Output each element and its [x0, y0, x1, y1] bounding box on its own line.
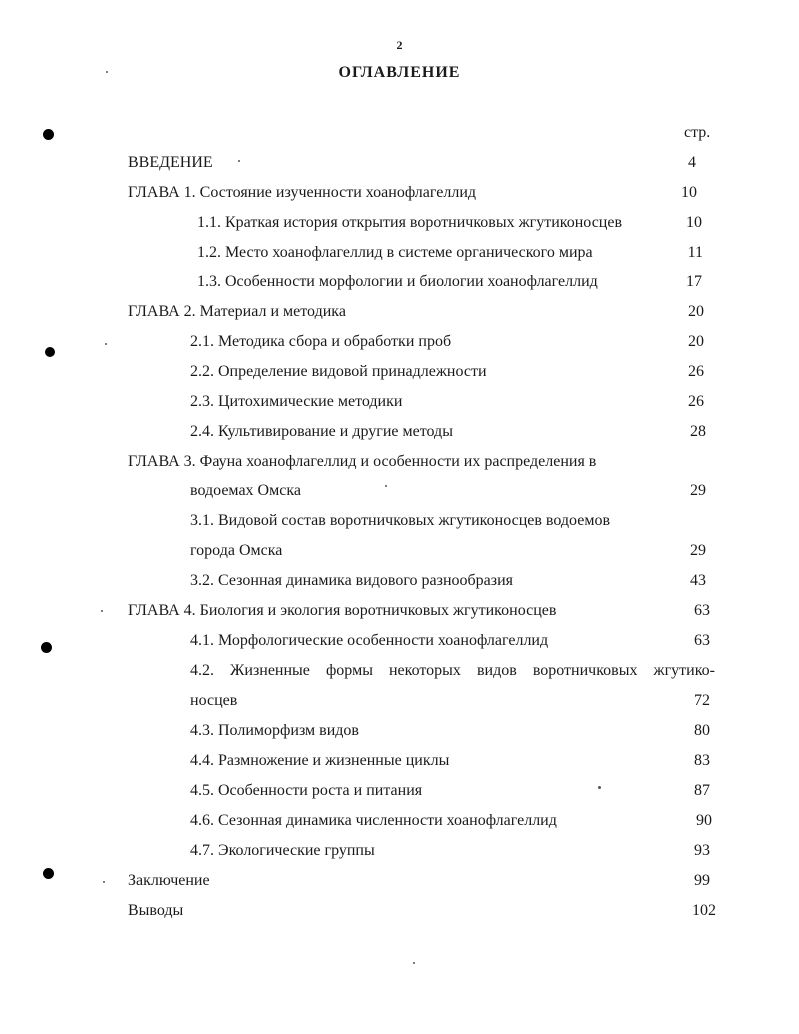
toc-entry-page: 26: [688, 393, 704, 410]
toc-entry-title: 4.3. Полиморфизм видов: [190, 722, 359, 739]
binder-hole-mark: [41, 642, 52, 653]
toc-entry-title: Выводы: [128, 902, 184, 919]
toc-entry-page: 28: [690, 423, 706, 440]
toc-entry-page: 26: [688, 363, 704, 380]
toc-entry-title: ГЛАВА 1. Состояние изученности хоанофлагеллид: [128, 184, 477, 201]
toc-entry-title: ВВЕДЕНИЕ: [128, 154, 213, 171]
toc-entry-title: 4.6. Сезонная динамика численности хоанофлагеллид: [190, 812, 557, 829]
toc-entry-page: 99: [694, 872, 710, 889]
toc-entry-page: 11: [687, 244, 703, 261]
scan-speck: [106, 71, 108, 73]
toc-entry-title: города Омска: [190, 542, 283, 559]
toc-entry-title: 4.7. Экологические группы: [190, 842, 375, 859]
toc-entry-page: 10: [681, 184, 697, 201]
scan-speck: [385, 485, 387, 487]
page-column-label: стр.: [684, 124, 711, 141]
toc-entry-page: 102: [692, 902, 716, 919]
toc-entry-page: 20: [688, 333, 704, 350]
toc-entry-title: 3.2. Сезонная динамика видового разнообразия: [190, 572, 513, 589]
toc-entry-page: 10: [686, 214, 702, 231]
toc-entry-page: 29: [690, 482, 706, 499]
toc-entry-title: 3.1. Видовой состав воротничковых жгутиконосцев водоемов: [190, 512, 611, 529]
binder-hole-mark: [43, 868, 54, 879]
toc-entry-title: ГЛАВА 4. Биология и экология воротничковых жгутиконосцев: [128, 602, 557, 619]
toc-entry-title: водоемах Омска: [190, 482, 301, 499]
toc-entry-title: 1.3. Особенности морфологии и биологии хоанофлагеллид: [197, 273, 598, 290]
scan-speck: [598, 786, 601, 789]
scan-speck: [101, 610, 103, 612]
toc-entry-title: 2.4. Культивирование и другие методы: [190, 423, 453, 440]
toc-entry-page: 83: [694, 752, 710, 769]
toc-entry-page: 17: [686, 273, 702, 290]
toc-entry-title: 4.2. Жизненные формы некоторых видов воротничковых жгутико-: [190, 662, 715, 679]
toc-entry-page: 29: [690, 542, 706, 559]
toc-entry-title: 4.4. Размножение и жизненные циклы: [190, 752, 450, 769]
page-title: ОГЛАВЛЕНИЕ: [338, 64, 461, 81]
toc-entry-title: 2.2. Определение видовой принадлежности: [190, 363, 487, 380]
toc-entry-title: 4.5. Особенности роста и питания: [190, 782, 423, 799]
toc-entry-page: 87: [694, 782, 710, 799]
toc-entry-title: 1.1. Краткая история открытия воротничковых жгутиконосцев: [197, 214, 623, 231]
toc-entry-title: носцев: [190, 692, 238, 709]
toc-entry-page: 90: [696, 812, 712, 829]
toc-entry-title: 4.1. Морфологические особенности хоанофлагеллид: [190, 632, 549, 649]
toc-entry-page: 72: [694, 692, 710, 709]
binder-hole-mark: [43, 129, 54, 140]
toc-entry-title: 2.3. Цитохимические методики: [190, 393, 403, 410]
scan-speck: [105, 343, 107, 345]
binder-hole-mark: [45, 347, 55, 357]
toc-entry-page: 4: [688, 154, 696, 171]
scan-speck: [103, 881, 105, 883]
scan-speck: [238, 160, 240, 162]
toc-entry-page: 43: [690, 572, 706, 589]
toc-entry-page: 80: [694, 722, 710, 739]
toc-entry-page: 93: [694, 842, 710, 859]
toc-entry-page: 63: [694, 632, 710, 649]
page-number: 2: [396, 38, 403, 52]
toc-entry-page: 63: [694, 602, 710, 619]
toc-entry-page: 20: [688, 303, 704, 320]
scan-speck: [413, 962, 415, 964]
toc-entry-title: 2.1. Методика сбора и обработки проб: [190, 333, 452, 350]
toc-entry-title: 1.2. Место хоанофлагеллид в системе органического мира: [197, 244, 593, 261]
toc-entry-title: ГЛАВА 3. Фауна хоанофлагеллид и особенности их распределения в: [128, 453, 597, 470]
toc-entry-title: Заключение: [128, 872, 210, 889]
toc-entry-title: ГЛАВА 2. Материал и методика: [128, 303, 346, 320]
